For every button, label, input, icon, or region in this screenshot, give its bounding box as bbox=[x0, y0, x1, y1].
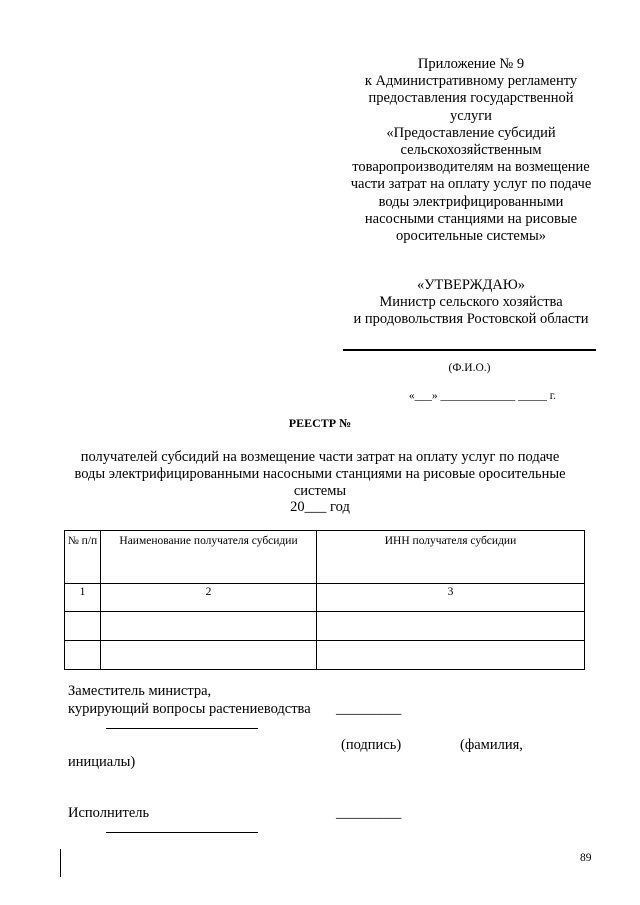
table-numbering-row bbox=[65, 584, 585, 612]
table-cell: 2 bbox=[101, 584, 317, 612]
appendix-line: товаропроизводителям на возмещение bbox=[352, 159, 590, 176]
header-inn: ИНН получателя субсидии bbox=[317, 531, 585, 584]
table-cell bbox=[101, 641, 317, 670]
approval-title: «УТВЕРЖДАЮ» bbox=[417, 277, 525, 293]
appendix-line: оросительные системы» bbox=[395, 228, 547, 245]
register-year: 20___ год bbox=[290, 499, 350, 515]
executor-name-line bbox=[106, 832, 258, 833]
table-cell bbox=[317, 612, 585, 641]
approval-date: «___» _____________ _____ г. bbox=[408, 390, 556, 402]
table-header-row bbox=[65, 531, 585, 584]
initials-caption: инициалы) bbox=[68, 754, 136, 770]
table-cell bbox=[101, 612, 317, 641]
table-cell bbox=[317, 641, 585, 670]
register-table bbox=[64, 530, 585, 670]
header-number: № п/п bbox=[65, 531, 101, 584]
approval-signature-line bbox=[343, 349, 596, 351]
appendix-line: сельскохозяйственным bbox=[400, 142, 542, 159]
appendix-line: к Административному регламенту bbox=[364, 73, 578, 90]
table-row bbox=[65, 612, 585, 641]
deputy-minister-role: курирующий вопросы растениеводства bbox=[68, 701, 311, 717]
register-desc-line: получателей субсидий на возмещение части затрат на оплату услуг по подаче bbox=[80, 449, 560, 465]
deputy-signature-blank: _________ bbox=[336, 701, 402, 717]
surname-caption: (фамилия, bbox=[460, 737, 523, 753]
signature-caption: (подпись) bbox=[341, 737, 402, 753]
table-cell: 3 bbox=[317, 584, 585, 612]
appendix-line: услуги bbox=[450, 107, 492, 124]
executor-label: Исполнитель bbox=[68, 805, 150, 821]
appendix-line: предоставления государственной bbox=[368, 90, 574, 107]
page-number: 89 bbox=[580, 852, 592, 864]
appendix-block bbox=[318, 56, 624, 245]
deputy-name-line bbox=[106, 728, 258, 729]
appendix-line: воды электрифицированными bbox=[378, 193, 564, 210]
appendix-line: части затрат на оплату услуг по подаче bbox=[350, 176, 592, 193]
deputy-minister-label: Заместитель министра, bbox=[68, 683, 212, 699]
appendix-line: Приложение № 9 bbox=[417, 56, 525, 72]
appendix-line: «Предоставление субсидий bbox=[386, 124, 556, 141]
register-desc-line: системы bbox=[293, 483, 347, 499]
executor-signature-blank: _________ bbox=[336, 805, 402, 821]
table-cell bbox=[65, 641, 101, 670]
register-description bbox=[60, 449, 580, 500]
approval-line: и продовольствия Ростовской области bbox=[353, 311, 589, 328]
register-desc-line: воды электрифицированными насосными станциями на рисовые оросительные bbox=[74, 466, 566, 482]
approval-block bbox=[318, 277, 624, 329]
approval-fio: (Ф.И.О.) bbox=[448, 362, 491, 374]
table-cell: 1 bbox=[65, 584, 101, 612]
approval-line: Министр сельского хозяйства bbox=[379, 294, 563, 311]
register-title: РЕЕСТР № bbox=[288, 416, 352, 430]
appendix-line: насосными станциями на рисовые bbox=[364, 210, 578, 227]
table-cell bbox=[65, 612, 101, 641]
margin-bar bbox=[60, 849, 61, 877]
header-recipient-name: Наименование получателя субсидии bbox=[101, 531, 317, 584]
table-row bbox=[65, 641, 585, 670]
